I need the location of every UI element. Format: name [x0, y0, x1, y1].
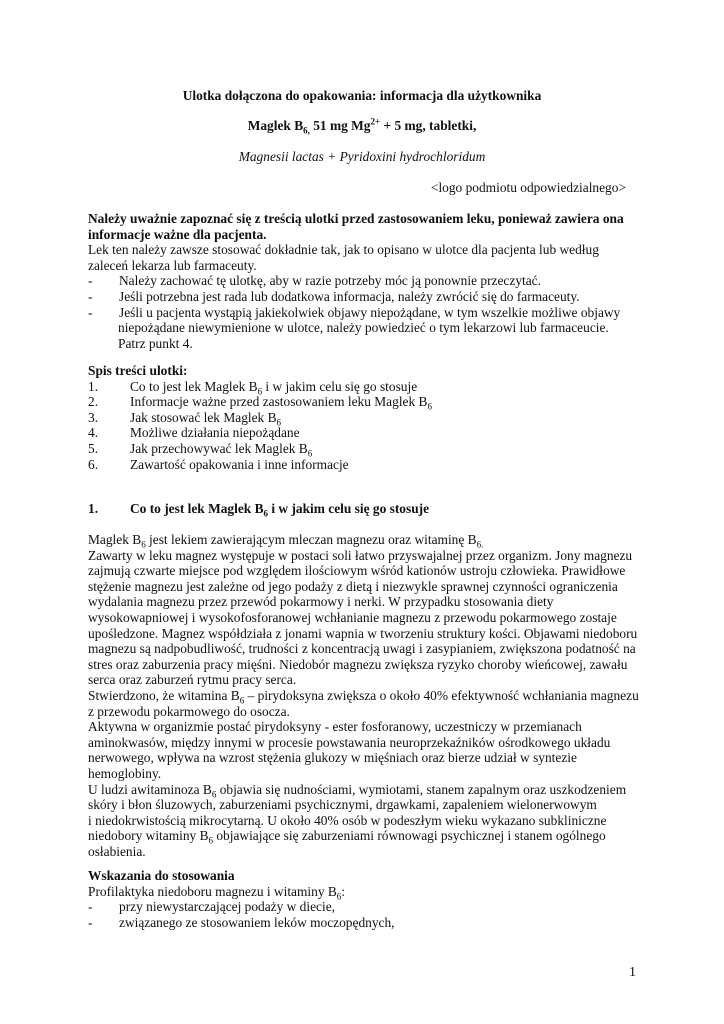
indications-heading: Wskazania do stosowania	[88, 868, 235, 883]
list-item-continuation: Patrz punkt 4.	[118, 335, 193, 351]
paragraph-line: skóry i błon śluzowych, zaburzeniami psychicznymi, drgawkami, zapaleniem wielonerwowym	[88, 797, 597, 813]
indications-block	[88, 868, 648, 930]
paragraph-line: stres oraz zaburzenia pracy mięśni. Niedobór magnezu zwiększa ryzyko choroby wieńcowej, zawału	[88, 656, 628, 672]
paragraph-line: Aktywna w organizmie postać pirydoksyny - ester fosforanowy, uczestniczy w przemianach	[88, 719, 582, 735]
list-item-continuation: niepożądane niewymienione w ulotce, należy powiedzieć o tym lekarzowi lub farmaceucie.	[118, 320, 609, 336]
toc-item: 3. Jak stosować lek Maglek $B_6$	[88, 409, 282, 428]
paragraph-line: Profilaktyka niedoboru magnezu i witaminy $B_6$:	[88, 883, 346, 902]
toc-item: 5. Jak przechowywać lek Maglek $B_6$	[88, 440, 313, 459]
list-item: - przy niewystarczającej podaży w diecie,	[88, 899, 335, 915]
toc-item: 6. Zawartość opakowania i inne informacje	[88, 456, 349, 472]
toc-item: 2. Informacje ważne przed zastosowaniem leku Maglek $B_6$	[88, 394, 432, 412]
paragraph-line: wysokowapniowej i wysokofosforanowej wchłanianie magnezu z przewodu pokarmowego zostaje	[88, 609, 617, 625]
paragraph-line: U ludzi awitaminoza $B_6$ objawia się nudnościami, wymiotami, stanem zapalnym oraz uszkodzeniem	[88, 781, 627, 800]
paragraph-line: i niedokrwistością mikrocytarną. U około 40% osób w podeszłym wieku wykazano subkliniczne	[88, 812, 607, 828]
warning-block	[88, 211, 648, 351]
paragraph-line: Maglek $B_6$ jest lekiem zawierającym mleczan magnezu oraz witaminę $B_{6.}$	[88, 532, 484, 550]
product-name: Maglek $B_{6,}$ 51 mg $Mg^{2+} + 5$ mg, tabletki,	[247, 116, 477, 136]
list-item: - związanego ze stosowaniem leków moczopędnych,	[88, 914, 395, 930]
table-of-contents	[88, 363, 648, 472]
paragraph-line: hemoglobiny.	[88, 765, 162, 781]
paragraph-line: upośledzone. Magnez współdziała z jonami wapnia w tworzeniu struktury kości. Objawami niedoboru	[88, 625, 638, 641]
paragraph-line: stężenie magnezu jest zależne od jego podaży z dietą i niezwykle sprawnej czynności ograniczenia	[88, 578, 618, 594]
paragraph-line: osłabienia.	[88, 843, 146, 859]
active-substances: Magnesii lactas + Pyridoxini hydrochloridum	[238, 149, 486, 164]
paragraph-line: niedobory witaminy $B_6$ objawiające się zaburzeniami równowagi psychicznej i stanem ogólnego	[88, 828, 606, 846]
list-item: - Jeśli u pacjenta wystąpią jakiekolwiek objawy niepożądane, w tym wszelkie możliwe objawy	[88, 304, 621, 320]
paragraph-line: serca oraz zaburzeń rytmu pracy serca.	[88, 672, 297, 688]
list-item: - Jeśli potrzebna jest rada lub dodatkowa informacja, należy zwrócić się do farmaceuty.	[88, 288, 580, 304]
list-item: - Należy zachować tę ulotkę, aby w razie potrzeby móc ją ponownie przeczytać.	[88, 273, 541, 289]
paragraph-line: aminokwasów, między innymi w procesie powstawania neuroprzekaźników ośrodkowego układu	[88, 734, 611, 750]
toc-item: 1. Co to jest lek Maglek $B_6$ i w jakim celu się go stosuje	[88, 378, 418, 397]
warning-text: Lek ten należy zawsze stosować dokładnie tak, jak to opisano w ulotce dla pacjenta lub według	[88, 242, 599, 258]
paragraph-line: z przewodu pokarmowego do osocza.	[88, 703, 290, 719]
section-heading: 1. Co to jest lek Maglek $B_6$ i w jakim celu się go stosuje	[88, 501, 430, 519]
toc-heading: Spis treści ulotki:	[88, 363, 188, 378]
page-number: 1	[629, 965, 636, 980]
paragraph-line: nerwowego, wpływa na wzrost stężenia glukozy w mięśniach oraz bierze udział w syntezie	[88, 750, 577, 766]
section-body	[88, 532, 648, 859]
leaflet-title: Ulotka dołączona do opakowania: informacja dla użytkownika	[182, 88, 542, 103]
warning-bold-line: informacje ważne dla pacjenta.	[88, 226, 267, 242]
warning-text: zaleceń lekarza lub farmaceuty.	[88, 257, 257, 273]
paragraph-line: magnezu są nadpobudliwość, trudności z koncentracją uwagi i zasypianiem, zwiększona podatność na	[88, 641, 636, 657]
paragraph-line: Stwierdzono, że witamina $B_6$ – pirydoksyna zwiększa o około 40% efektywność wchłaniania magnezu	[88, 687, 639, 706]
warning-bold-line: Należy uważnie zapoznać się z treścią ulotki przed zastosowaniem leku, ponieważ zawiera ona	[88, 211, 624, 226]
paragraph-line: Zawarty w leku magnez występuje w postaci soli łatwo przyswajalnej przez organizm. Jony magnezu	[88, 547, 633, 563]
toc-item: 4. Możliwe działania niepożądane	[88, 425, 300, 441]
paragraph-line: wydalania magnezu przez przewód pokarmowy i nerki. W przypadku stosowania diety	[88, 594, 554, 610]
logo-placeholder: <logo podmiotu odpowiedzialnego>	[430, 180, 626, 195]
paragraph-line: zajmują czwarte miejsce pod względem ilościowym wśród kationów ustroju człowieka. Prawidłowe	[88, 563, 626, 579]
